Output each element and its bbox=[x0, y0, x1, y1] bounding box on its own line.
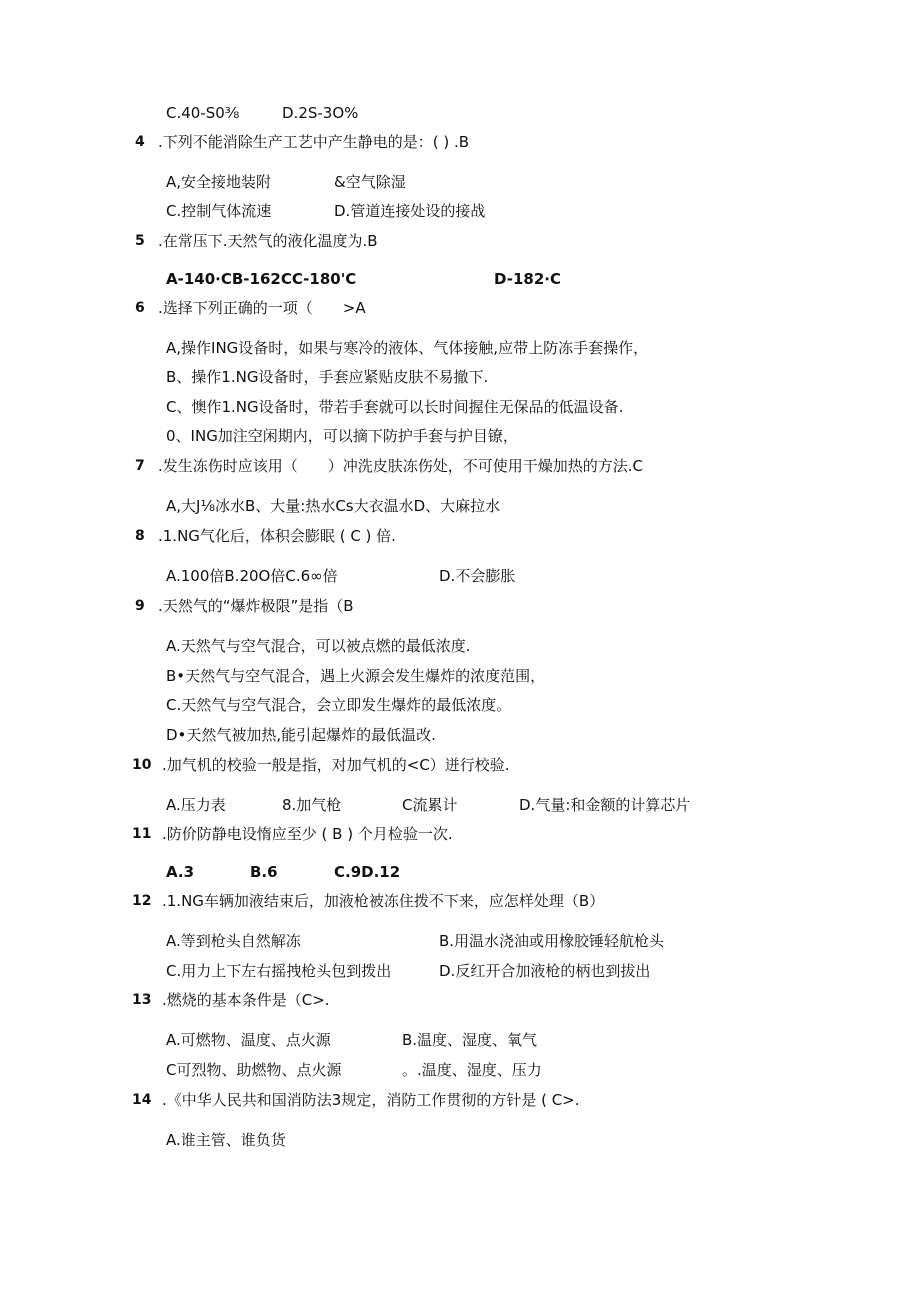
option-line: B.温度、湿度、氧气 bbox=[402, 1031, 538, 1049]
question-number: 13 bbox=[132, 992, 152, 1008]
question-number: 11 bbox=[132, 826, 152, 842]
option-line: C可烈物、助燃物、点火源 bbox=[166, 1061, 342, 1079]
option-line: A,操作ING设备时，如果与寒冷的液体、气体接触,应带上防冻手套操作， bbox=[166, 339, 649, 357]
question-text: .《中华人民共和国消防法3规定，消防工作贯彻的方针是 ( C>. bbox=[162, 1091, 580, 1109]
option-line: A.等到枪头自然解冻 bbox=[166, 932, 301, 950]
option-line: D.2S-3O% bbox=[282, 104, 359, 122]
option-line: A.可燃物、温度、点火源 bbox=[166, 1031, 331, 1049]
question-text: .天然气的“爆炸极限”是指（B bbox=[158, 597, 354, 615]
question-text: .在常压下.天然气的液化温度为.B bbox=[158, 232, 378, 250]
question-text: .1.NG气化后，体积会膨眠 ( C ) 倍. bbox=[158, 527, 396, 545]
option-line: 。.温度、湿度、压力 bbox=[402, 1061, 542, 1079]
option-line: D.不会膨胀 bbox=[439, 567, 516, 585]
question-number: 5 bbox=[135, 233, 145, 249]
option-line: D.气量:和金额的计算芯片 bbox=[519, 796, 691, 814]
option-line: &空气除湿 bbox=[334, 173, 406, 191]
question-text: .加气机的校验一般是指，对加气机的<C）迸行校验. bbox=[162, 756, 510, 774]
option-line: C、懊作1.NG设备时，带若手套就可以长时间握住无保品的低温设备. bbox=[166, 398, 624, 416]
question-number: 9 bbox=[135, 598, 145, 614]
option-line: A,安全接地装附 bbox=[166, 173, 272, 191]
option-line: A.压力表 bbox=[166, 796, 226, 814]
option-line: A.100倍B.20O倍C.6∞倍 bbox=[166, 567, 338, 585]
question-text: .1.NG车辆加液结束后，加液枪被冻住拨不下来，应怎样处理（B） bbox=[162, 892, 605, 910]
question-text: .燃烧的基本条件是（C>. bbox=[162, 991, 330, 1009]
question-number: 4 bbox=[135, 134, 145, 150]
option-line: C.控制气体流速 bbox=[166, 202, 272, 220]
option-line: A.谁主管、谁负货 bbox=[166, 1131, 286, 1149]
option-line: 8.加气枪 bbox=[282, 796, 342, 814]
option-line: D•天然气被加热,能引起爆炸的最低温改. bbox=[166, 726, 436, 744]
option-line: B、操作1.NG设备时，手套应紧贴皮肤不易撤下. bbox=[166, 368, 489, 386]
option-line: C.天然气与空气混合，会立即发生爆炸的最低浓度。 bbox=[166, 696, 512, 714]
question-text: .防价防静电设惰应至少 ( B ) 个月检验一次. bbox=[162, 825, 453, 843]
question-text: .选择下列正确的一项（ >A bbox=[158, 299, 366, 317]
question-number: 10 bbox=[132, 757, 152, 773]
option-line: B.6 bbox=[250, 863, 278, 881]
option-line: B•天然气与空气混合，遇上火源会发生爆炸的浓度范围， bbox=[166, 667, 546, 685]
option-line: C.40-S0⅜ bbox=[166, 104, 240, 122]
option-line: B.用温水浇油或用橡胶锤轻航枪头 bbox=[439, 932, 665, 950]
option-line: D.管道连接处设的接战 bbox=[334, 202, 486, 220]
option-line: C.用力上下左右摇拽枪头包到拨出 bbox=[166, 962, 392, 980]
question-text: .下列不能消除生产工艺中产生静电的是：( ) .B bbox=[158, 133, 470, 151]
option-line: C.9D.12 bbox=[334, 863, 401, 881]
question-number: 8 bbox=[135, 528, 145, 544]
option-line: A.天然气与空气混合，可以被点燃的最低浓度. bbox=[166, 637, 471, 655]
option-line: A,大J⅛冰水B、大量:热水Cs大衣温水D、大麻拉水 bbox=[166, 497, 501, 515]
option-line: C流累计 bbox=[402, 796, 458, 814]
question-text: .发生冻伤时应该用（ ）冲洗皮肤冻伤处，不可使用干燥加热的方法.C bbox=[158, 457, 644, 475]
option-line: D.反红开合加液枪的柄也到拔出 bbox=[439, 962, 651, 980]
question-number: 12 bbox=[132, 893, 152, 909]
question-number: 7 bbox=[135, 458, 145, 474]
option-line: A-140∙CB-162CC-180'C bbox=[166, 270, 357, 288]
option-line: D-182∙C bbox=[494, 270, 561, 288]
question-number: 6 bbox=[135, 300, 145, 316]
question-number: 14 bbox=[132, 1092, 152, 1108]
option-line: A.3 bbox=[166, 863, 195, 881]
option-line: 0、ING加注空闲期内，可以摘下防护手套与护目镣， bbox=[166, 427, 518, 445]
